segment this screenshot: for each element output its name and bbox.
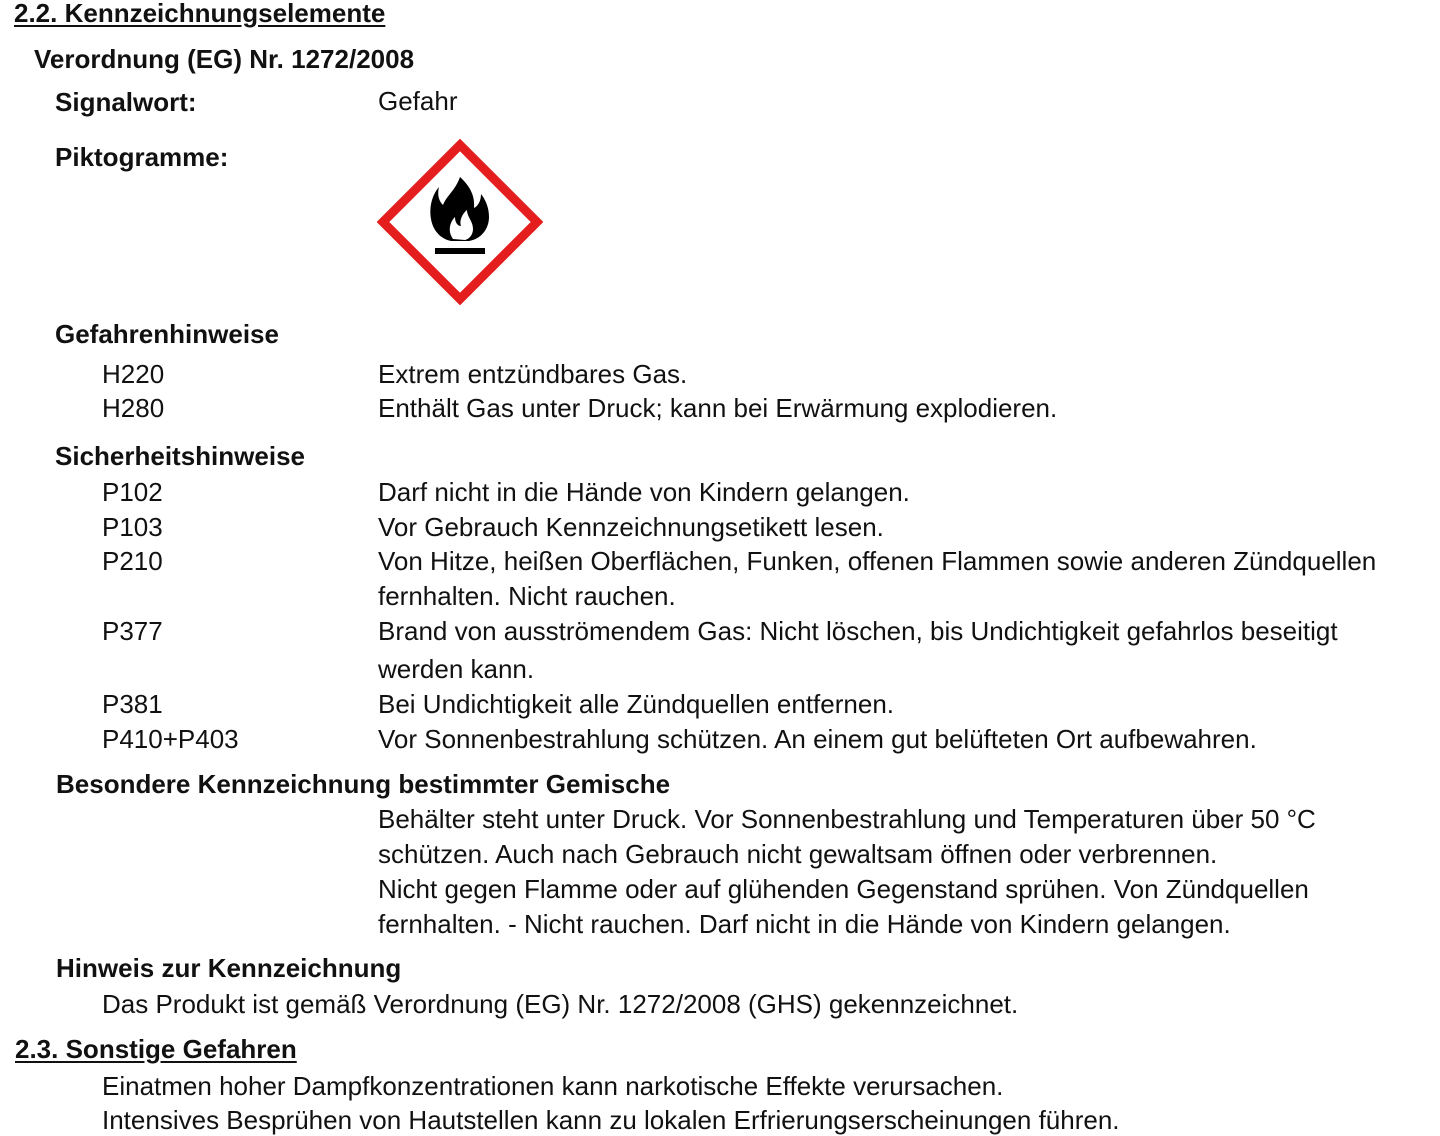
section-2-2-title: 2.2. Kennzeichnungselemente [14, 0, 386, 28]
precautionary-text: Vor Gebrauch Kennzeichnungsetikett lesen. [378, 512, 884, 542]
other-hazards-line: Intensives Besprühen von Hautstellen kann zu lokalen Erfrierungserscheinungen führen. [102, 1105, 1120, 1135]
precautionary-text: Vor Sonnenbestrahlung schützen. An einem gut belüfteten Ort aufbewahren. [378, 724, 1257, 754]
precautionary-text-continuation: fernhalten. Nicht rauchen. [378, 581, 676, 611]
other-hazards-line: Einatmen hoher Dampfkonzentrationen kann narkotische Effekte verursachen. [102, 1071, 1004, 1101]
labelling-note-heading: Hinweis zur Kennzeichnung [56, 953, 402, 983]
hazard-code: H280 [102, 393, 165, 423]
precautionary-code: P102 [102, 477, 163, 507]
hazard-code: H220 [102, 359, 165, 389]
pictograms-label: Piktogramme: [55, 142, 229, 172]
hazard-statements-heading: Gefahrenhinweise [55, 319, 279, 349]
precautionary-text: Von Hitze, heißen Oberflächen, Funken, offenen Flammen sowie anderen Zündquellen [378, 546, 1377, 576]
precautionary-text-continuation: werden kann. [378, 654, 535, 684]
section-2-3-title: 2.3. Sonstige Gefahren [15, 1034, 297, 1064]
special-labelling-line: Behälter steht unter Druck. Vor Sonnenbestrahlung und Temperaturen über 50 °C [378, 804, 1316, 834]
special-labelling-line: fernhalten. - Nicht rauchen. Darf nicht in die Hände von Kindern gelangen. [378, 909, 1231, 939]
special-labelling-line: Nicht gegen Flamme oder auf glühenden Gegenstand sprühen. Von Zündquellen [378, 874, 1309, 904]
precautionary-text: Bei Undichtigkeit alle Zündquellen entfernen. [378, 689, 895, 719]
precautionary-code: P381 [102, 689, 163, 719]
precautionary-code: P210 [102, 546, 163, 576]
special-labelling-line: schützen. Auch nach Gebrauch nicht gewaltsam öffnen oder verbrennen. [378, 839, 1218, 869]
labelling-note-text: Das Produkt ist gemäß Verordnung (EG) Nr. 1272/2008 (GHS) gekennzeichnet. [102, 989, 1019, 1019]
special-labelling-heading: Besondere Kennzeichnung bestimmter Gemische [56, 769, 671, 799]
hazard-text: Extrem entzündbares Gas. [378, 359, 688, 389]
signal-word-value: Gefahr [378, 86, 458, 116]
precautionary-text: Brand von ausströmendem Gas: Nicht löschen, bis Undichtigkeit gefahrlos beseitigt [378, 616, 1338, 646]
precautionary-code: P103 [102, 512, 163, 542]
precautionary-code: P410+P403 [102, 724, 239, 754]
signal-word-label: Signalwort: [55, 87, 197, 117]
precautionary-text: Darf nicht in die Hände von Kindern gelangen. [378, 477, 910, 507]
hazard-text: Enthält Gas unter Druck; kann bei Erwärmung explodieren. [378, 393, 1058, 423]
precautionary-statements-heading: Sicherheitshinweise [55, 441, 305, 471]
flame-icon [377, 139, 543, 305]
precautionary-code: P377 [102, 616, 163, 646]
regulation-heading: Verordnung (EG) Nr. 1272/2008 [34, 44, 415, 74]
